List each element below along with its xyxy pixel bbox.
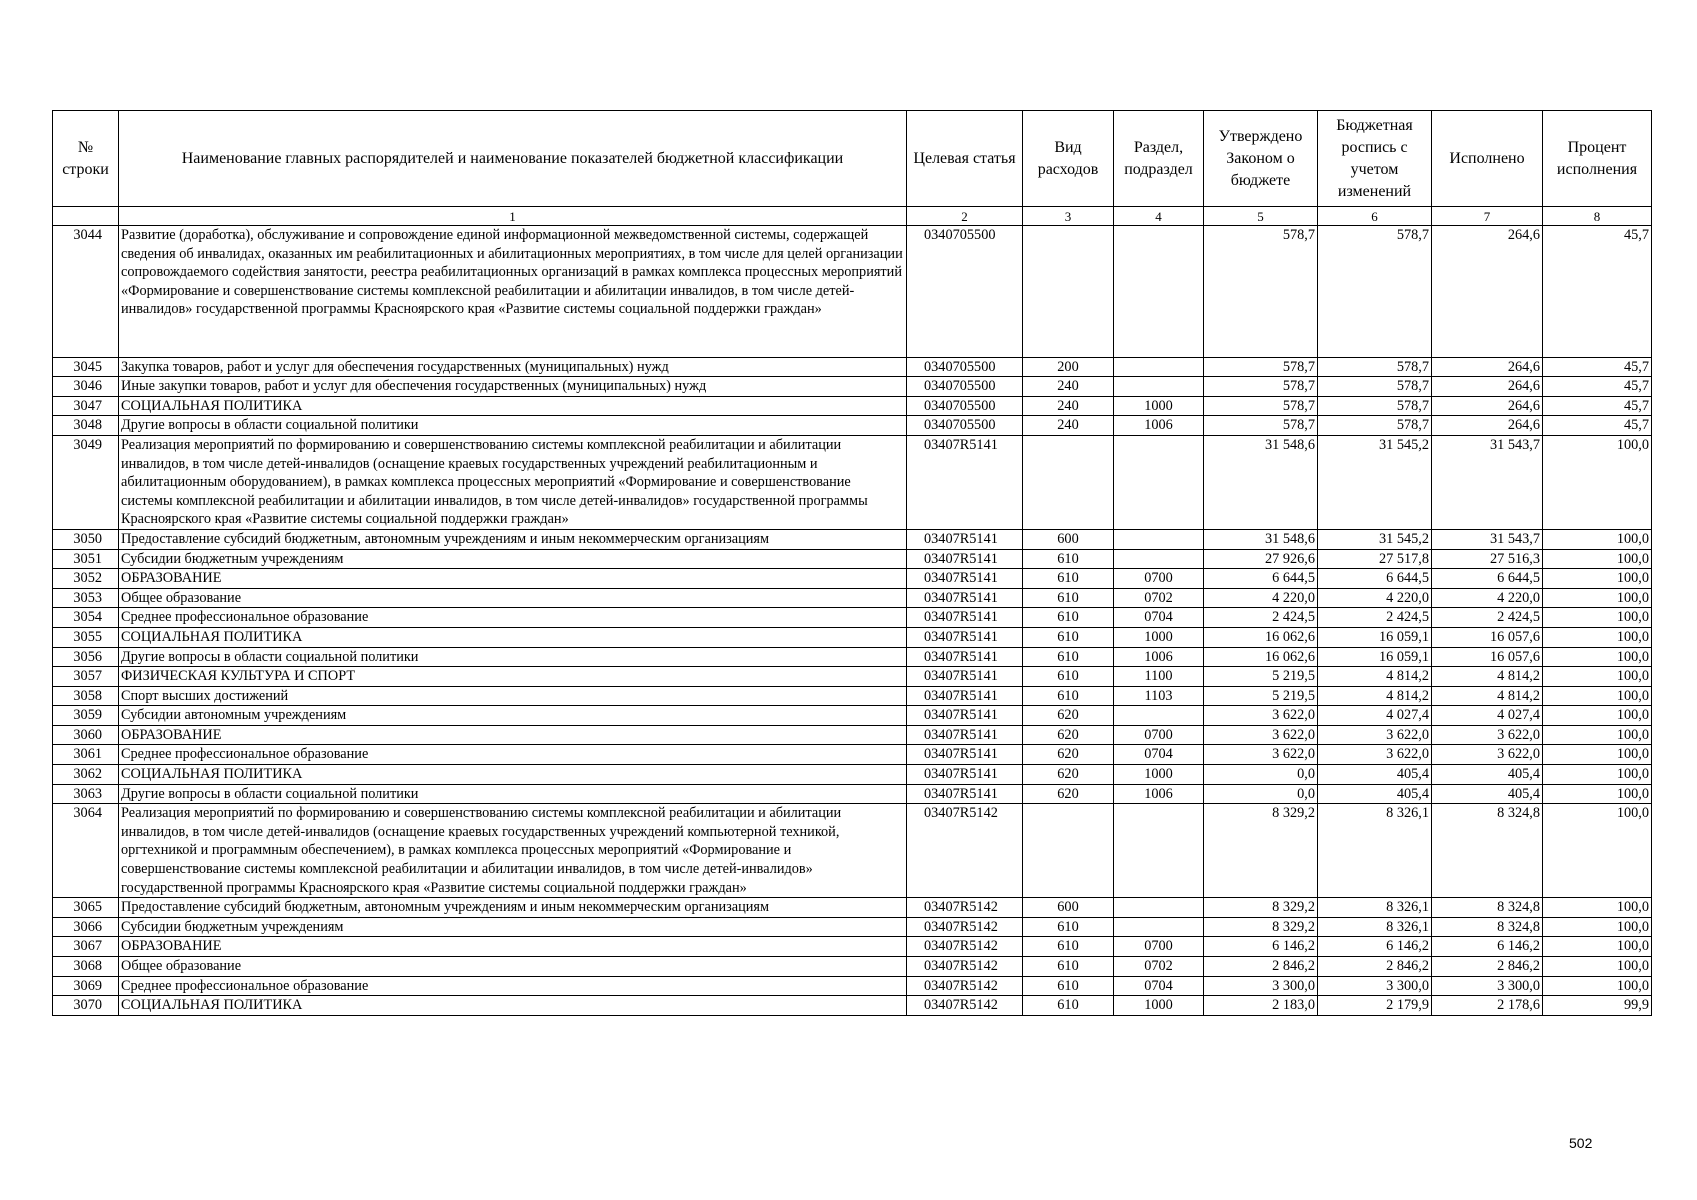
budget-schedule-cell: 8 326,1 [1318, 898, 1432, 918]
header-approved: Утверждено Законом о бюджете [1204, 111, 1318, 207]
table-row [53, 917, 1652, 937]
target-article-cell: 03407R5141 [907, 647, 1023, 667]
executed-cell: 31 543,7 [1432, 529, 1543, 549]
column-number: 5 [1204, 207, 1318, 226]
expense-type-cell: 620 [1023, 765, 1114, 785]
target-article-cell: 03407R5141 [907, 784, 1023, 804]
executed-cell: 3 300,0 [1432, 976, 1543, 996]
expense-type-cell [1023, 804, 1114, 898]
executed-cell: 6 644,5 [1432, 569, 1543, 589]
column-number-row [53, 207, 1652, 226]
section-cell [1114, 804, 1204, 898]
section-cell [1114, 377, 1204, 397]
approved-cell: 2 183,0 [1204, 996, 1318, 1016]
name-cell: Предоставление субсидий бюджетным, автономным учреждениям и иным некоммерческим организациям [119, 898, 907, 918]
table-row [53, 357, 1652, 377]
target-article-cell: 0340705500 [907, 226, 1023, 358]
budget-schedule-cell: 4 814,2 [1318, 667, 1432, 687]
expense-type-cell: 200 [1023, 357, 1114, 377]
target-article-cell: 03407R5141 [907, 765, 1023, 785]
target-article-cell: 03407R5141 [907, 529, 1023, 549]
row-number-cell: 3045 [53, 357, 119, 377]
approved-cell: 578,7 [1204, 416, 1318, 436]
expense-type-cell: 610 [1023, 976, 1114, 996]
percent-cell: 100,0 [1543, 745, 1652, 765]
executed-cell: 264,6 [1432, 226, 1543, 358]
percent-cell: 100,0 [1543, 435, 1652, 529]
percent-cell: 100,0 [1543, 937, 1652, 957]
percent-cell: 100,0 [1543, 627, 1652, 647]
section-cell: 1103 [1114, 686, 1204, 706]
header-section: Раздел, подраздел [1114, 111, 1204, 207]
executed-cell: 8 324,8 [1432, 898, 1543, 918]
table-row [53, 996, 1652, 1016]
executed-cell: 264,6 [1432, 357, 1543, 377]
row-number-cell: 3069 [53, 976, 119, 996]
section-cell: 0704 [1114, 608, 1204, 628]
name-cell: Другие вопросы в области социальной политики [119, 416, 907, 436]
target-article-cell: 03407R5141 [907, 745, 1023, 765]
target-article-cell: 03407R5142 [907, 917, 1023, 937]
table-body [53, 226, 1652, 1016]
row-number-cell: 3070 [53, 996, 119, 1016]
percent-cell: 100,0 [1543, 917, 1652, 937]
budget-schedule-cell: 8 326,1 [1318, 804, 1432, 898]
name-cell: ОБРАЗОВАНИЕ [119, 569, 907, 589]
target-article-cell: 03407R5142 [907, 804, 1023, 898]
executed-cell: 4 027,4 [1432, 706, 1543, 726]
executed-cell: 16 057,6 [1432, 627, 1543, 647]
approved-cell: 3 300,0 [1204, 976, 1318, 996]
table-row [53, 686, 1652, 706]
table-row [53, 706, 1652, 726]
column-number: 7 [1432, 207, 1543, 226]
budget-schedule-cell: 4 814,2 [1318, 686, 1432, 706]
section-cell [1114, 357, 1204, 377]
expense-type-cell: 610 [1023, 627, 1114, 647]
expense-type-cell: 240 [1023, 416, 1114, 436]
section-cell: 1000 [1114, 765, 1204, 785]
budget-schedule-cell: 16 059,1 [1318, 647, 1432, 667]
budget-schedule-cell: 2 846,2 [1318, 957, 1432, 977]
executed-cell: 2 178,6 [1432, 996, 1543, 1016]
name-cell: ФИЗИЧЕСКАЯ КУЛЬТУРА И СПОРТ [119, 667, 907, 687]
approved-cell: 578,7 [1204, 377, 1318, 397]
target-article-cell: 03407R5141 [907, 549, 1023, 569]
approved-cell: 16 062,6 [1204, 647, 1318, 667]
name-cell: Реализация мероприятий по формированию и совершенствованию системы комплексной реабилитации и абилитации инвалидов, в том числе детей-инвалидов (оснащение краевых государственных учреждений компьютерной техникой, оргтехникой и программным обеспечением), в рамках комплекса процессных мероприятий «Формирование и совершенствование системы комплексной реабилитации и абилитации инвалидов, в том числе детей-инвалидов» государственной программы Красноярского края «Развитие системы социальной поддержки граждан» [119, 804, 907, 898]
budget-schedule-cell: 8 326,1 [1318, 917, 1432, 937]
target-article-cell: 03407R5141 [907, 627, 1023, 647]
name-cell: Развитие (доработка), обслуживание и сопровождение единой информационной межведомственной системы, содержащей сведения об инвалидах, оказанных им реабилитационных и абилитационных мероприятиях, в том числе для целей организации сопровождаемого содействия занятости, реестра реабилитационных организаций в рамках комплекса процессных мероприятий «Формирование и совершенствование системы комплексной реабилитации и абилитации инвалидов, в том числе детей-инвалидов» государственной программы Красноярского края «Развитие системы социальной поддержки граждан» [119, 226, 907, 358]
header-percent: Процент исполнения [1543, 111, 1652, 207]
expense-type-cell: 610 [1023, 996, 1114, 1016]
section-cell [1114, 435, 1204, 529]
section-cell: 0704 [1114, 976, 1204, 996]
approved-cell: 6 644,5 [1204, 569, 1318, 589]
expense-type-cell: 610 [1023, 608, 1114, 628]
executed-cell: 264,6 [1432, 396, 1543, 416]
approved-cell: 2 424,5 [1204, 608, 1318, 628]
row-number-cell: 3059 [53, 706, 119, 726]
section-cell [1114, 706, 1204, 726]
expense-type-cell: 610 [1023, 937, 1114, 957]
executed-cell: 6 146,2 [1432, 937, 1543, 957]
approved-cell: 8 329,2 [1204, 898, 1318, 918]
expense-type-cell: 610 [1023, 917, 1114, 937]
percent-cell: 100,0 [1543, 898, 1652, 918]
approved-cell: 578,7 [1204, 396, 1318, 416]
column-number: 6 [1318, 207, 1432, 226]
approved-cell: 578,7 [1204, 357, 1318, 377]
approved-cell: 4 220,0 [1204, 588, 1318, 608]
name-cell: Среднее профессиональное образование [119, 608, 907, 628]
name-cell: Другие вопросы в области социальной политики [119, 784, 907, 804]
table-row [53, 529, 1652, 549]
executed-cell: 2 424,5 [1432, 608, 1543, 628]
percent-cell: 100,0 [1543, 804, 1652, 898]
name-cell: СОЦИАЛЬНАЯ ПОЛИТИКА [119, 396, 907, 416]
header-target-article: Целевая статья [907, 111, 1023, 207]
approved-cell: 8 329,2 [1204, 804, 1318, 898]
percent-cell: 100,0 [1543, 549, 1652, 569]
row-number-cell: 3052 [53, 569, 119, 589]
executed-cell: 264,6 [1432, 416, 1543, 436]
approved-cell: 5 219,5 [1204, 667, 1318, 687]
executed-cell: 31 543,7 [1432, 435, 1543, 529]
row-number-cell: 3053 [53, 588, 119, 608]
approved-cell: 3 622,0 [1204, 745, 1318, 765]
percent-cell: 100,0 [1543, 608, 1652, 628]
name-cell: Среднее профессиональное образование [119, 745, 907, 765]
section-cell: 1006 [1114, 784, 1204, 804]
table-row [53, 667, 1652, 687]
table-row [53, 784, 1652, 804]
table-row [53, 569, 1652, 589]
target-article-cell: 03407R5141 [907, 569, 1023, 589]
row-number-cell: 3065 [53, 898, 119, 918]
row-number-cell: 3054 [53, 608, 119, 628]
executed-cell: 405,4 [1432, 784, 1543, 804]
expense-type-cell: 600 [1023, 529, 1114, 549]
target-article-cell: 03407R5141 [907, 686, 1023, 706]
budget-schedule-cell: 2 424,5 [1318, 608, 1432, 628]
approved-cell: 31 548,6 [1204, 435, 1318, 529]
approved-cell: 27 926,6 [1204, 549, 1318, 569]
expense-type-cell: 610 [1023, 647, 1114, 667]
row-number-cell: 3064 [53, 804, 119, 898]
target-article-cell: 0340705500 [907, 357, 1023, 377]
header-row [53, 111, 1652, 207]
percent-cell: 100,0 [1543, 957, 1652, 977]
column-number: 2 [907, 207, 1023, 226]
percent-cell: 100,0 [1543, 647, 1652, 667]
table-row [53, 804, 1652, 898]
name-cell: Среднее профессиональное образование [119, 976, 907, 996]
expense-type-cell: 620 [1023, 784, 1114, 804]
page-number: 502 [1569, 1135, 1593, 1151]
budget-schedule-cell: 6 146,2 [1318, 937, 1432, 957]
budget-schedule-cell: 405,4 [1318, 784, 1432, 804]
executed-cell: 264,6 [1432, 377, 1543, 397]
target-article-cell: 03407R5142 [907, 898, 1023, 918]
expense-type-cell: 610 [1023, 667, 1114, 687]
column-number: 8 [1543, 207, 1652, 226]
percent-cell: 45,7 [1543, 377, 1652, 397]
section-cell [1114, 549, 1204, 569]
approved-cell: 2 846,2 [1204, 957, 1318, 977]
budget-schedule-cell: 578,7 [1318, 357, 1432, 377]
section-cell: 0700 [1114, 725, 1204, 745]
row-number-cell: 3047 [53, 396, 119, 416]
percent-cell: 100,0 [1543, 706, 1652, 726]
executed-cell: 4 220,0 [1432, 588, 1543, 608]
section-cell: 1000 [1114, 627, 1204, 647]
header-row-number: № строки [53, 111, 119, 207]
row-number-cell: 3046 [53, 377, 119, 397]
section-cell: 0704 [1114, 745, 1204, 765]
name-cell: Спорт высших достижений [119, 686, 907, 706]
executed-cell: 8 324,8 [1432, 804, 1543, 898]
row-number-cell: 3057 [53, 667, 119, 687]
table-row [53, 647, 1652, 667]
section-cell: 1100 [1114, 667, 1204, 687]
expense-type-cell [1023, 226, 1114, 358]
budget-schedule-cell: 6 644,5 [1318, 569, 1432, 589]
percent-cell: 45,7 [1543, 357, 1652, 377]
percent-cell: 45,7 [1543, 416, 1652, 436]
row-number-cell: 3063 [53, 784, 119, 804]
name-cell: Предоставление субсидий бюджетным, автономным учреждениям и иным некоммерческим организациям [119, 529, 907, 549]
row-number-cell: 3055 [53, 627, 119, 647]
target-article-cell: 03407R5142 [907, 976, 1023, 996]
executed-cell: 405,4 [1432, 765, 1543, 785]
percent-cell: 100,0 [1543, 667, 1652, 687]
section-cell [1114, 226, 1204, 358]
table-row [53, 745, 1652, 765]
budget-schedule-cell: 16 059,1 [1318, 627, 1432, 647]
expense-type-cell: 610 [1023, 549, 1114, 569]
target-article-cell: 03407R5142 [907, 937, 1023, 957]
target-article-cell: 03407R5141 [907, 667, 1023, 687]
table-row [53, 898, 1652, 918]
budget-schedule-cell: 27 517,8 [1318, 549, 1432, 569]
row-number-cell: 3068 [53, 957, 119, 977]
table-row [53, 937, 1652, 957]
name-cell: Субсидии автономным учреждениям [119, 706, 907, 726]
name-cell: Общее образование [119, 588, 907, 608]
expense-type-cell: 610 [1023, 957, 1114, 977]
budget-schedule-cell: 405,4 [1318, 765, 1432, 785]
budget-schedule-cell: 31 545,2 [1318, 435, 1432, 529]
expense-type-cell: 620 [1023, 706, 1114, 726]
budget-schedule-cell: 578,7 [1318, 377, 1432, 397]
row-number-cell: 3060 [53, 725, 119, 745]
executed-cell: 3 622,0 [1432, 745, 1543, 765]
target-article-cell: 03407R5141 [907, 588, 1023, 608]
table-row [53, 976, 1652, 996]
table-row [53, 396, 1652, 416]
row-number-cell: 3067 [53, 937, 119, 957]
expense-type-cell: 600 [1023, 898, 1114, 918]
table-row [53, 226, 1652, 358]
expense-type-cell: 240 [1023, 377, 1114, 397]
name-cell: ОБРАЗОВАНИЕ [119, 725, 907, 745]
executed-cell: 4 814,2 [1432, 667, 1543, 687]
section-cell: 0700 [1114, 937, 1204, 957]
approved-cell: 3 622,0 [1204, 706, 1318, 726]
executed-cell: 27 516,3 [1432, 549, 1543, 569]
percent-cell: 99,9 [1543, 996, 1652, 1016]
target-article-cell: 0340705500 [907, 416, 1023, 436]
approved-cell: 5 219,5 [1204, 686, 1318, 706]
approved-cell: 0,0 [1204, 784, 1318, 804]
expense-type-cell: 610 [1023, 588, 1114, 608]
target-article-cell: 0340705500 [907, 377, 1023, 397]
table-row [53, 435, 1652, 529]
target-article-cell: 03407R5141 [907, 608, 1023, 628]
name-cell: Субсидии бюджетным учреждениям [119, 549, 907, 569]
row-number-cell: 3056 [53, 647, 119, 667]
budget-schedule-cell: 578,7 [1318, 396, 1432, 416]
table-row [53, 377, 1652, 397]
approved-cell: 8 329,2 [1204, 917, 1318, 937]
row-number-cell: 3061 [53, 745, 119, 765]
section-cell: 1006 [1114, 416, 1204, 436]
expense-type-cell [1023, 435, 1114, 529]
name-cell: Другие вопросы в области социальной политики [119, 647, 907, 667]
target-article-cell: 03407R5141 [907, 435, 1023, 529]
target-article-cell: 03407R5142 [907, 996, 1023, 1016]
name-cell: СОЦИАЛЬНАЯ ПОЛИТИКА [119, 627, 907, 647]
section-cell: 1000 [1114, 396, 1204, 416]
executed-cell: 2 846,2 [1432, 957, 1543, 977]
target-article-cell: 03407R5141 [907, 725, 1023, 745]
percent-cell: 100,0 [1543, 725, 1652, 745]
header-name: Наименование главных распорядителей и наименование показателей бюджетной классификации [119, 111, 907, 207]
budget-schedule-cell: 3 622,0 [1318, 725, 1432, 745]
row-number-cell: 3062 [53, 765, 119, 785]
expense-type-cell: 610 [1023, 686, 1114, 706]
target-article-cell: 0340705500 [907, 396, 1023, 416]
budget-schedule-cell: 4 220,0 [1318, 588, 1432, 608]
approved-cell: 16 062,6 [1204, 627, 1318, 647]
table-row [53, 588, 1652, 608]
executed-cell: 4 814,2 [1432, 686, 1543, 706]
table-row [53, 416, 1652, 436]
section-cell: 1000 [1114, 996, 1204, 1016]
header-budget-schedule: Бюджетная роспись с учетом изменений [1318, 111, 1432, 207]
name-cell: Иные закупки товаров, работ и услуг для обеспечения государственных (муниципальных) нужд [119, 377, 907, 397]
percent-cell: 100,0 [1543, 765, 1652, 785]
percent-cell: 45,7 [1543, 396, 1652, 416]
section-cell: 0702 [1114, 957, 1204, 977]
percent-cell: 100,0 [1543, 976, 1652, 996]
executed-cell: 3 622,0 [1432, 725, 1543, 745]
name-cell: Общее образование [119, 957, 907, 977]
section-cell: 0702 [1114, 588, 1204, 608]
row-number-cell: 3048 [53, 416, 119, 436]
target-article-cell: 03407R5142 [907, 957, 1023, 977]
executed-cell: 16 057,6 [1432, 647, 1543, 667]
budget-schedule-cell: 2 179,9 [1318, 996, 1432, 1016]
table-row [53, 725, 1652, 745]
budget-schedule-cell: 31 545,2 [1318, 529, 1432, 549]
section-cell [1114, 529, 1204, 549]
column-number-blank [53, 207, 119, 226]
table-row [53, 765, 1652, 785]
expense-type-cell: 610 [1023, 569, 1114, 589]
header-executed: Исполнено [1432, 111, 1543, 207]
row-number-cell: 3044 [53, 226, 119, 358]
section-cell [1114, 898, 1204, 918]
budget-schedule-cell: 578,7 [1318, 226, 1432, 358]
percent-cell: 100,0 [1543, 569, 1652, 589]
table-row [53, 957, 1652, 977]
budget-schedule-cell: 3 300,0 [1318, 976, 1432, 996]
row-number-cell: 3051 [53, 549, 119, 569]
name-cell: Закупка товаров, работ и услуг для обеспечения государственных (муниципальных) нужд [119, 357, 907, 377]
approved-cell: 0,0 [1204, 765, 1318, 785]
percent-cell: 100,0 [1543, 784, 1652, 804]
section-cell [1114, 917, 1204, 937]
target-article-cell: 03407R5141 [907, 706, 1023, 726]
row-number-cell: 3066 [53, 917, 119, 937]
section-cell: 1006 [1114, 647, 1204, 667]
percent-cell: 45,7 [1543, 226, 1652, 358]
table-row [53, 627, 1652, 647]
row-number-cell: 3058 [53, 686, 119, 706]
name-cell: СОЦИАЛЬНАЯ ПОЛИТИКА [119, 765, 907, 785]
executed-cell: 8 324,8 [1432, 917, 1543, 937]
name-cell: Реализация мероприятий по формированию и совершенствованию системы комплексной реабилитации и абилитации инвалидов, в том числе детей-инвалидов (оснащение краевых государственных учреждений реабилитационным и абилитационным оборудованием), в рамках комплекса процессных мероприятий «Формирование и совершенствование системы комплексной реабилитации и абилитации инвалидов, в том числе детей-инвалидов» государственной программы Красноярского края «Развитие системы социальной поддержки граждан» [119, 435, 907, 529]
approved-cell: 3 622,0 [1204, 725, 1318, 745]
section-cell: 0700 [1114, 569, 1204, 589]
budget-schedule-cell: 4 027,4 [1318, 706, 1432, 726]
name-cell: СОЦИАЛЬНАЯ ПОЛИТИКА [119, 996, 907, 1016]
approved-cell: 31 548,6 [1204, 529, 1318, 549]
expense-type-cell: 620 [1023, 725, 1114, 745]
approved-cell: 6 146,2 [1204, 937, 1318, 957]
percent-cell: 100,0 [1543, 686, 1652, 706]
row-number-cell: 3049 [53, 435, 119, 529]
column-number: 1 [119, 207, 907, 226]
approved-cell: 578,7 [1204, 226, 1318, 358]
budget-schedule-cell: 578,7 [1318, 416, 1432, 436]
expense-type-cell: 620 [1023, 745, 1114, 765]
name-cell: ОБРАЗОВАНИЕ [119, 937, 907, 957]
name-cell: Субсидии бюджетным учреждениям [119, 917, 907, 937]
percent-cell: 100,0 [1543, 588, 1652, 608]
table-row [53, 608, 1652, 628]
budget-execution-table [52, 110, 1652, 1016]
table-row [53, 549, 1652, 569]
expense-type-cell: 240 [1023, 396, 1114, 416]
header-expense-type: Вид расходов [1023, 111, 1114, 207]
budget-schedule-cell: 3 622,0 [1318, 745, 1432, 765]
percent-cell: 100,0 [1543, 529, 1652, 549]
row-number-cell: 3050 [53, 529, 119, 549]
column-number: 3 [1023, 207, 1114, 226]
column-number: 4 [1114, 207, 1204, 226]
